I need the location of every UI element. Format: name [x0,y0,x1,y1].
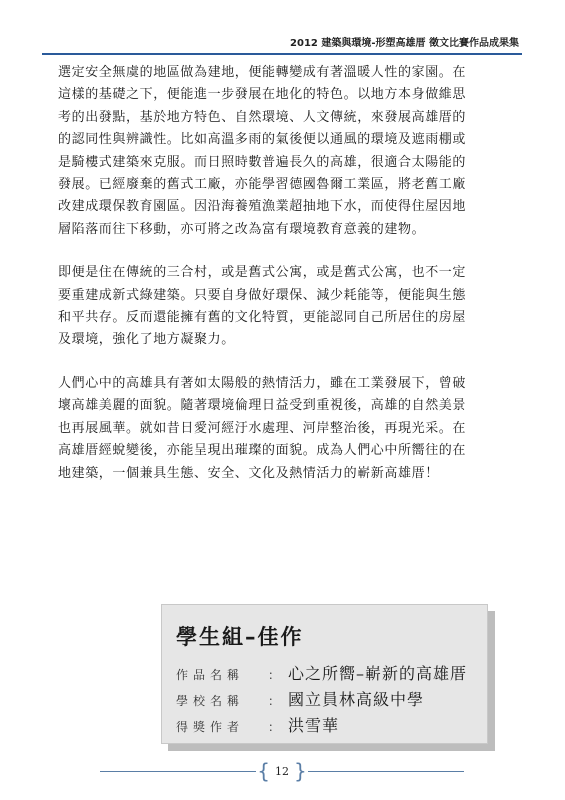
header-rule [42,53,522,55]
article-body [58,62,506,506]
award-title: 學生組–佳作 [176,625,304,649]
school-row [176,687,424,711]
header-title: 2012 建築與環境-形塑高雄厝 徵文比賽作品成果集 [290,38,519,49]
award-box [161,604,488,744]
separator: ： [268,720,281,734]
author-value: 洪雪華 [288,716,340,735]
work-title-label: 作品名稱 [176,668,245,682]
author-label: 得獎作者 [176,720,245,734]
separator: ： [268,668,281,682]
footer-line-right [308,771,464,772]
page-number-text: 12 [275,764,289,778]
author-row [176,713,339,737]
work-title-row [176,661,467,685]
footer-line-left [100,771,256,772]
paragraph-3: 人們心中的高雄具有著如太陽般的熱情活力，雖在工業發展下，曾破 壞高雄美麗的面貌。隨著環境倫理日益受到重視後，高雄的自然美景 也再展風華。就如昔日愛河經汙水處理、河岸整治後，再現光采。在 高雄厝經蛻變後，亦能呈現出璀璨的面貌。成為人們心中所嚮往的在 地建築，一個兼具生態、安全、文化及熱情活力的嶄新高雄厝！ [58,375,467,481]
school-label: 學校名稱 [176,694,245,708]
paragraph-2: 即便是住在傳統的三合村，或是舊式公寓，或是舊式公寓，也不一定 要重建成新式綠建築。只要自身做好環保、減少耗能等，便能與生態 和平共存。反而還能擁有舊的文化特質，更能認同自己所居住的房屋 及環境，強化了地方凝聚力。 [58,265,467,348]
page-number [257,759,307,783]
separator: ： [268,694,281,708]
work-title-value: 心之所嚮–嶄新的高雄厝 [288,664,468,683]
left-brace-icon: { [257,759,270,783]
school-value: 國立員林高級中學 [288,690,425,709]
right-brace-icon: } [294,759,307,783]
paragraph-1: 選定安全無虞的地區做為建地，便能轉變成有著溫暖人性的家園。在 這樣的基礎之下，便能進一步發展在地化的特色。以地方本身做維思 考的出發點，基於地方特色、自然環境、人文傳統，來發展高雄厝的 的認同性與辨識性。比如高溫多雨的氣後便以通風的環境及遮雨棚或 是騎樓式建築來克服。而日照時數普遍長久的高雄，很適合太陽能的 發展。已經廢棄的舊式工廠，亦能學習德國魯爾工業區，將老舊工廠 改建成環保教育園區。因沿海養殖漁業超抽地下水，而使得住屋因地 層陷落而往下移動，亦可將之改為富有環境教育意義的建物。 [58,65,467,237]
